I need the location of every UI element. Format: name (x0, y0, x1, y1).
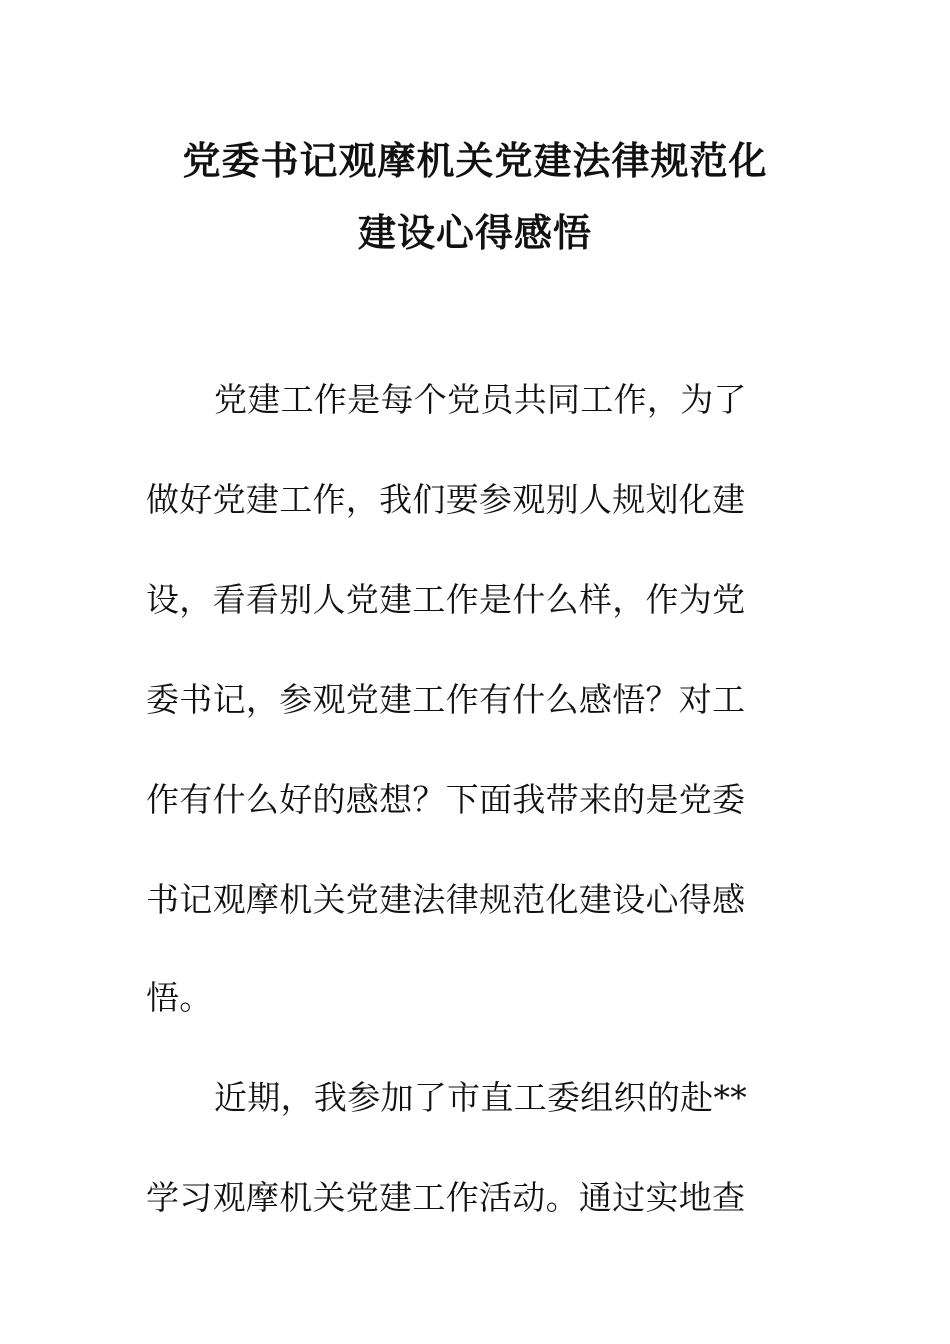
paragraph-2-line-1: 近期，我参加了市直工委组织的赴** (214, 1078, 748, 1117)
document-title-line-2: 建设心得感悟 (357, 210, 592, 255)
paragraph-1-line-7: 悟。 (146, 978, 213, 1017)
paragraph-2-line-2: 学习观摩机关党建工作活动。通过实地查 (146, 1178, 746, 1217)
paragraph-1-line-6: 书记观摩机关党建法律规范化建设心得感 (146, 880, 746, 919)
paragraph-1-line-1: 党建工作是每个党员共同工作，为了 (214, 380, 747, 419)
paragraph-1-line-4: 委书记，参观党建工作有什么感悟？对工 (146, 680, 746, 719)
paragraph-1-line-3: 设，看看别人党建工作是什么样，作为党 (146, 580, 746, 619)
paragraph-1-line-5: 作有什么好的感想？下面我带来的是党委 (146, 780, 746, 819)
document-title-line-1: 党委书记观摩机关党建法律规范化 (182, 138, 768, 183)
paragraph-1-line-2: 做好党建工作，我们要参观别人规划化建 (146, 480, 746, 519)
